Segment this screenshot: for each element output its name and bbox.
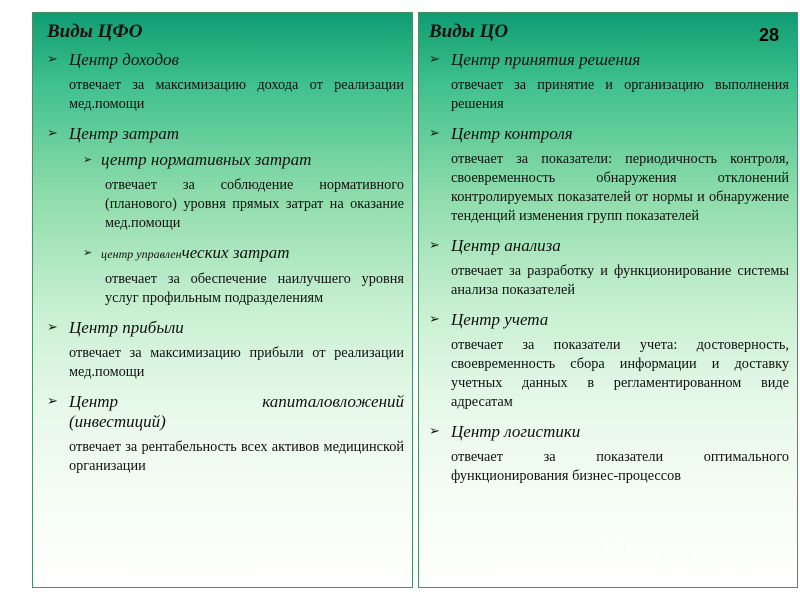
list-item-desc: отвечает за показатели оптимального функционирования бизнес-процессов	[451, 449, 789, 484]
list-item-head: ➢ Центр учета	[429, 310, 549, 329]
arrow-bullet-icon: ➢	[47, 52, 58, 67]
list-item-head: ➢ Центр затрат	[47, 124, 179, 143]
arrow-bullet-icon: ➢	[429, 52, 440, 67]
page-number: 28	[758, 25, 779, 45]
right-panel-title: Виды ЦО	[429, 21, 509, 42]
list-item-desc: отвечает за принятие и организацию выполнения решения	[451, 77, 789, 112]
arrow-bullet-icon: ➢	[83, 246, 93, 259]
arrow-bullet-icon: ➢	[429, 312, 440, 327]
list-subitem-desc: отвечает за обеспечение наилучшего уровня услуг профильным подразделениям	[105, 271, 404, 306]
left-panel-title: Виды ЦФО	[47, 21, 143, 42]
left-panel-cfo-types	[32, 12, 413, 588]
list-subitem-head: ➢ центр управленческих затрат	[83, 243, 290, 262]
list-item-desc: отвечает за показатели: периодичность контроля, своевременность обнаружения отклонений контролируемых показателей от нормы и обнаружение тенденций изменения групп показателей	[451, 151, 789, 224]
arrow-bullet-icon: ➢	[429, 126, 440, 141]
list-item-head: ➢ Центр доходов	[47, 50, 179, 69]
arrow-bullet-icon: ➢	[429, 238, 440, 253]
list-item-desc: отвечает за разработку и функционирование системы анализа показателей	[451, 263, 789, 298]
arrow-bullet-icon: ➢	[429, 424, 440, 439]
list-item-head: ➢ Центр прибыли	[47, 318, 184, 337]
list-item-head: ➢ Центр капиталовложений (инвестиций)	[47, 392, 404, 431]
arrow-bullet-icon: ➢	[47, 394, 58, 409]
list-item-desc: отвечает за максимизацию прибыли от реализации мед.помощи	[69, 345, 404, 380]
list-item-head: ➢ Центр принятия решения	[429, 50, 641, 69]
list-subitem-head: ➢ центр нормативных затрат	[83, 150, 312, 169]
arrow-bullet-icon: ➢	[47, 126, 58, 141]
watermark-logo: MyShared	[600, 534, 745, 567]
list-item-head: ➢ Центр анализа	[429, 236, 561, 255]
list-item-desc: отвечает за рентабельность всех активов медицинской организации	[69, 439, 404, 474]
right-panel-co-types	[418, 12, 798, 588]
list-subitem-desc: отвечает за соблюдение нормативного (планового) уровня прямых затрат на оказание мед.помощи	[105, 177, 404, 231]
arrow-bullet-icon: ➢	[47, 320, 58, 335]
arrow-bullet-icon: ➢	[83, 153, 93, 166]
list-item-head: ➢ Центр контроля	[429, 124, 573, 143]
list-item-desc: отвечает за показатели учета: достоверность, своевременность сбора информации и доставку учетных данных в регламентированном виде адресатам	[451, 337, 789, 410]
list-item-head: ➢ Центр логистики	[429, 422, 581, 441]
list-item-desc: отвечает за максимизацию дохода от реализации мед.помощи	[69, 77, 404, 112]
